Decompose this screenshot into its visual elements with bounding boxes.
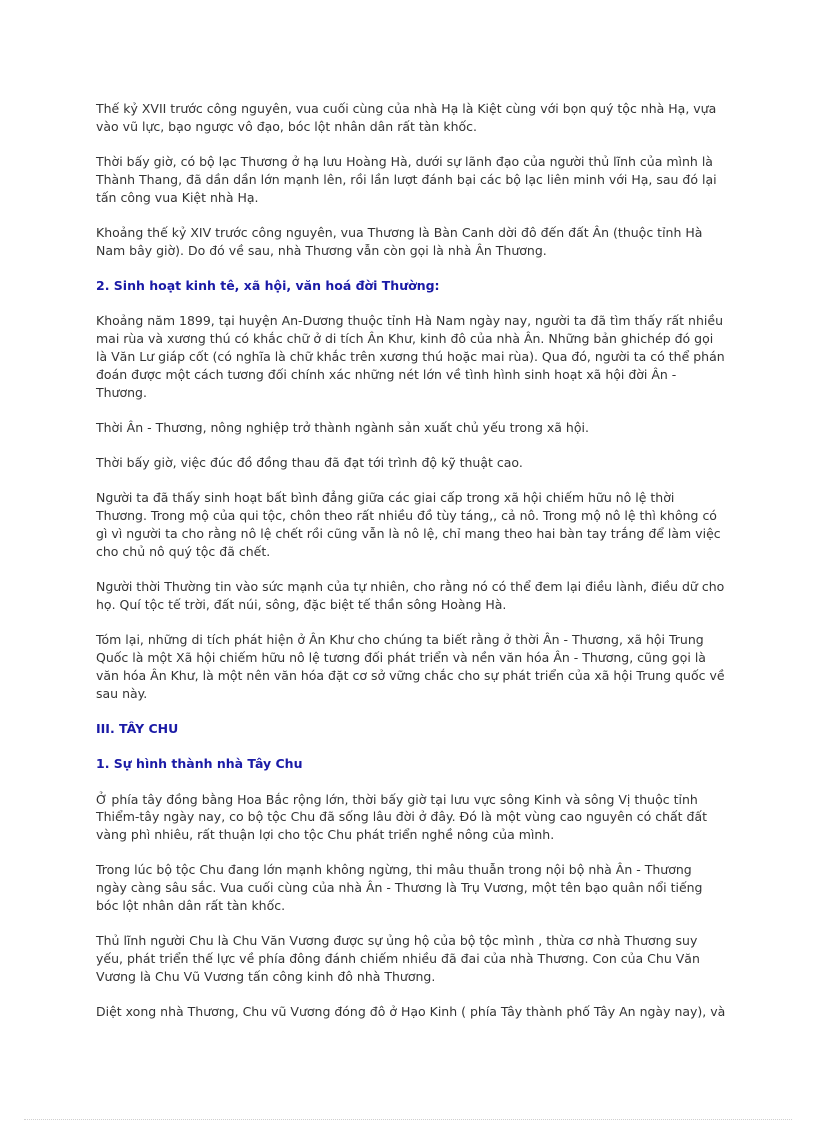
chapter-heading: III. TÂY CHU [96,720,179,736]
paragraph: Tóm lại, những di tích phát hiện ở Ân Khư cho chúng ta biết rằng ở thời Ân - Thương, xã hội Trung Quốc là một Xã hội chiếm hữu nô lệ tương đối phát triển và nền văn hóa Ân - Thương, cũng gọi là văn hóa Ân Khư, là một nên văn hóa đặt cơ sở vững chắc cho sự phát triển của xã hội Trung quốc về sau này. [96,632,725,701]
paragraph: Thời bấy giờ, việc đúc đồ đồng thau đã đạt tới trình độ kỹ thuật cao. [96,455,523,471]
paragraph: Diệt xong nhà Thương, Chu vũ Vương đóng đô ở Hạo Kinh ( phía Tây thành phố Tây An ngày nay), và [96,1004,726,1020]
paragraph: Thủ lĩnh người Chu là Chu Văn Vương được sự ủng hộ của bộ tộc mình , thừa cơ nhà Thương suy yếu, phát triển thế lực về phía đông đánh chiếm nhiều đã đai của nhà Thương. Con của Chu Văn Vương là Chu Vũ Vương tấn công kinh đô nhà Thương. [96,933,700,984]
paragraph: Khoảng năm 1899, tại huyện An-Dương thuộc tỉnh Hà Nam ngày nay, người ta đã tìm thấy rất nhiều mai rùa và xương thú có khắc chữ ở di tích Ân Khư, kinh đô của nhà Ân. Những bản ghichép đó gọi là Văn Lư giáp cốt (có nghĩa là chữ khắc trên xương thú hoặc mai rùa). Qua đó, người ta có thể phán đoán được một cách tương đối chính xác những nét lớn về tình hình sinh hoạt xã hội đời Ân - Thương. [96,313,725,400]
paragraph: Người thời Thường tin vào sức mạnh của tự nhiên, cho rằng nó có thể đem lại điều lành, điều dữ cho họ. Quí tộc tế trời, đất núi, sông, đặc biệt tế thần sông Hoàng Hà. [96,579,725,612]
document-body [96,100,726,1038]
paragraph: Thời bấy giờ, có bộ lạc Thương ở hạ lưu Hoàng Hà, dưới sự lãnh đạo của người thủ lĩnh của mình là Thành Thang, đã dần dần lớn mạnh lên, rồi lần lượt đánh bại các bộ lạc liên minh với Hạ, sau đó lại tấn công vua Kiệt nhà Hạ. [96,154,717,205]
section-heading: 1. Sự hình thành nhà Tây Chu [96,756,303,772]
page-bottom-divider [24,1119,792,1120]
paragraph: Thời Ân - Thương, nông nghiệp trở thành ngành sản xuất chủ yếu trong xã hội. [96,419,589,435]
paragraph: Trong lúc bộ tộc Chu đang lớn mạnh không ngừng, thi mâu thuẫn trong nội bộ nhà Ân - Thương ngày càng sâu sắc. Vua cuối cùng của nhà Ân - Thương là Trụ Vương, một tên bạo quân nổi tiếng bóc lột nhân dân rất tàn khốc. [96,862,703,913]
paragraph: Khoảng thế kỷ XIV trước công nguyên, vua Thương là Bàn Canh dời đô đến đất Ân (thuộc tỉnh Hà Nam bây giờ). Do đó về sau, nhà Thương vẫn còn gọi là nhà Ân Thương. [96,224,703,258]
paragraph: Người ta đã thấy sinh hoạt bất bình đẳng giữa các giai cấp trong xã hội chiếm hữu nô lệ thời Thương. Trong mộ của qui tộc, chôn theo rất nhiều đồ tùy táng,, cả nô. Trong mộ nô lệ thì không có gì vì người ta cho rằng nô lệ chết rồi cũng vẫn là nô lệ, chỉ mang theo hai bàn tay trắng để làm việc cho chủ nô quý tộc đã chết. [96,490,721,559]
paragraph: Thế kỷ XVII trước công nguyên, vua cuối cùng của nhà Hạ là Kiệt cùng với bọn quý tộc nhà Hạ, vựa vào vũ lực, bạo ngược vô đạo, bóc lột nhân dân rất tàn khốc. [96,101,717,134]
section-heading: 2. Sinh hoạt kinh tê, xã hội, văn hoá đời Thường: [96,278,440,294]
paragraph: Ở phía tây đồng bằng Hoa Bắc rộng lớn, thời bấy giờ tại lưu vực sông Kinh và sông Vị thuộc tỉnh Thiểm-tây ngày nay, co bộ tộc Chu đã sống lâu đời ở đây. Đó là một vùng cao nguyên có chất đất vàng phì nhiêu, rất thuận lợi cho tộc Chu phát triển nghề nông của mình. [96,791,708,843]
